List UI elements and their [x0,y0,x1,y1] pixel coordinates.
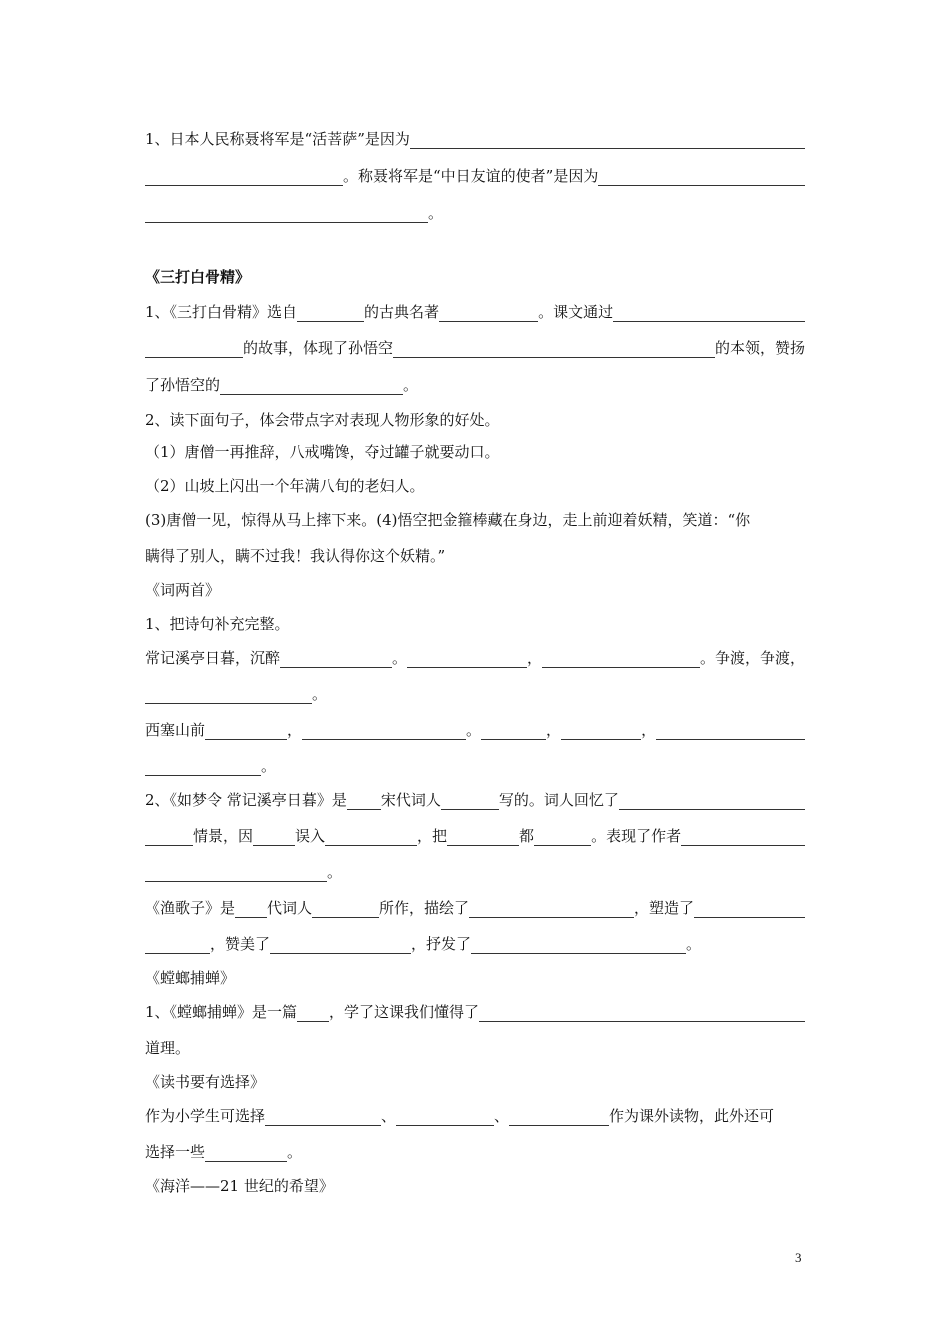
answer-blank[interactable] [439,305,538,322]
sanda-q2: 2、读下面句子，体会带点字对表现人物形象的好处。 [145,411,500,429]
answer-blank[interactable] [681,829,805,846]
answer-blank[interactable] [280,651,392,668]
question-text: 。称聂将军是“中日友谊的使者”是因为 [343,167,599,185]
punct: 。 [403,376,419,394]
ci-poem1-line1 [145,648,805,668]
answer-blank[interactable] [145,206,428,223]
sanda-q1-line2 [145,338,805,358]
answer-blank[interactable] [407,651,527,668]
question-text: 西塞山前 [145,721,206,739]
question-text: ，抒发了 [411,935,472,953]
question-text: 选择一些 [145,1143,206,1161]
question-text: 。表现了作者 [591,827,682,845]
answer-blank[interactable] [220,378,403,395]
yuge-line1 [145,898,805,918]
ci-q1: 1、把诗句补充完整。 [145,615,290,633]
answer-blank[interactable] [253,829,295,846]
question-nie-line3 [145,203,805,223]
punct: 。 [466,721,482,739]
answer-blank[interactable] [509,1109,609,1126]
question-text: 常记溪亭日暮，沉醉 [145,649,281,667]
question-text: 宋代词人 [380,791,441,809]
answer-blank[interactable] [479,1005,805,1022]
punct: 、 [494,1107,510,1125]
question-text: 代词人 [267,899,313,917]
answer-blank[interactable] [145,687,312,704]
answer-blank[interactable] [534,829,591,846]
answer-blank[interactable] [469,901,634,918]
question-text: 作为小学生可选择 [145,1107,266,1125]
ci-poem2-line2 [145,756,805,776]
ci-q2-line3 [145,862,805,882]
question-nie-line2 [145,166,805,186]
answer-blank[interactable] [481,723,546,740]
answer-blank[interactable] [235,901,267,918]
answer-blank[interactable] [145,169,343,186]
yuge-line2 [145,934,805,954]
answer-blank[interactable] [297,305,364,322]
punct: 。 [261,757,277,775]
question-text: 作为课外读物，此外还可 [609,1107,775,1125]
question-text: 的古典名著 [364,303,440,321]
question-text: 。课文通过 [538,303,614,321]
punct: 。 [428,204,444,222]
ci-poem2-line1 [145,720,805,740]
answer-blank[interactable] [619,793,805,810]
section-title-ci: 《词两首》 [145,581,221,599]
answer-blank[interactable] [145,865,327,882]
ci-poem1-line2 [145,684,805,704]
question-text: 都 [519,827,535,845]
question-text: 的本领，赞扬 [714,339,805,357]
answer-blank[interactable] [145,341,243,358]
sanda-q1-line1 [145,302,805,322]
answer-blank[interactable] [205,1145,287,1162]
answer-blank[interactable] [410,132,805,149]
answer-blank[interactable] [205,723,287,740]
answer-blank[interactable] [265,1109,381,1126]
tanglang-q1-line1 [145,1002,805,1022]
punct: 、 [381,1107,397,1125]
sanda-sentence-4: 瞒得了别人，瞒不过我！我认得你这个妖精。” [145,547,446,565]
punct: 。 [392,649,408,667]
answer-blank[interactable] [656,723,805,740]
question-text: 写的。词人回忆了 [498,791,619,809]
sanda-sentence-3: (3)唐僧一见，惊得从马上摔下来。(4)悟空把金箍棒藏在身边，走上前迎着妖精，笑道：“你 [145,511,751,529]
section-title-sanda: 《三打白骨精》 [145,268,251,286]
question-text: 误入 [295,827,326,845]
answer-blank[interactable] [598,169,805,186]
answer-blank[interactable] [145,829,193,846]
answer-blank[interactable] [542,651,700,668]
answer-blank[interactable] [145,937,210,954]
question-text: 的故事，体现了孙悟空 [243,339,394,357]
answer-blank[interactable] [347,793,381,810]
question-text: 1、《螳螂捕蝉》是一篇 [145,1003,298,1021]
dushu-line1 [145,1106,805,1126]
answer-blank[interactable] [447,829,519,846]
punct: ， [527,649,543,667]
question-text: 1、日本人民称聂将军是“活菩萨”是因为 [145,130,410,148]
answer-blank[interactable] [302,723,466,740]
punct: 。 [312,685,328,703]
question-text: 。争渡，争渡， [699,649,805,667]
question-text: 1、《三打白骨精》选自 [145,303,298,321]
tanglang-q1-line2: 道理。 [145,1039,191,1057]
answer-blank[interactable] [396,1109,494,1126]
dushu-line2 [145,1142,805,1162]
punct: ， [287,721,303,739]
question-text: 情景，因 [193,827,254,845]
question-text: 《渔歌子》是 [145,899,236,917]
sanda-sentence-1: （1）唐僧一再推辞，八戒嘴馋，夺过罐子就要动口。 [145,443,500,461]
question-text: 了孙悟空的 [145,376,221,394]
section-title-haiyang: 《海洋——21 世纪的希望》 [145,1177,334,1195]
answer-blank[interactable] [613,305,805,322]
answer-blank[interactable] [325,829,417,846]
question-text: 2、《如梦令 常记溪亭日暮》是 [145,791,347,809]
answer-blank[interactable] [145,759,261,776]
question-text: ，学了这课我们懂得了 [329,1003,480,1021]
sanda-sentence-2: （2）山坡上闪出一个年满八旬的老妇人。 [145,477,425,495]
question-nie-line1 [145,129,805,149]
answer-blank[interactable] [297,1005,329,1022]
ci-q2-line1 [145,790,805,810]
question-text: ，塑造了 [634,899,695,917]
question-text: ，把 [417,827,448,845]
answer-blank[interactable] [312,901,379,918]
question-text: ，赞美了 [210,935,271,953]
answer-blank[interactable] [694,901,805,918]
ci-q2-line2 [145,826,805,846]
section-title-tanglang: 《螳螂捕蝉》 [145,969,236,987]
page-number: 3 [795,1250,802,1265]
sanda-q1-line3 [145,375,805,395]
punct: 。 [327,863,343,881]
question-text: 所作，描绘了 [379,899,470,917]
answer-blank[interactable] [471,937,686,954]
answer-blank[interactable] [270,937,411,954]
punct: ， [641,721,657,739]
punct: ， [546,721,562,739]
section-title-dushu: 《读书要有选择》 [145,1073,266,1091]
punct: 。 [686,935,702,953]
answer-blank[interactable] [441,793,499,810]
punct: 。 [287,1143,303,1161]
answer-blank[interactable] [393,341,715,358]
answer-blank[interactable] [561,723,641,740]
